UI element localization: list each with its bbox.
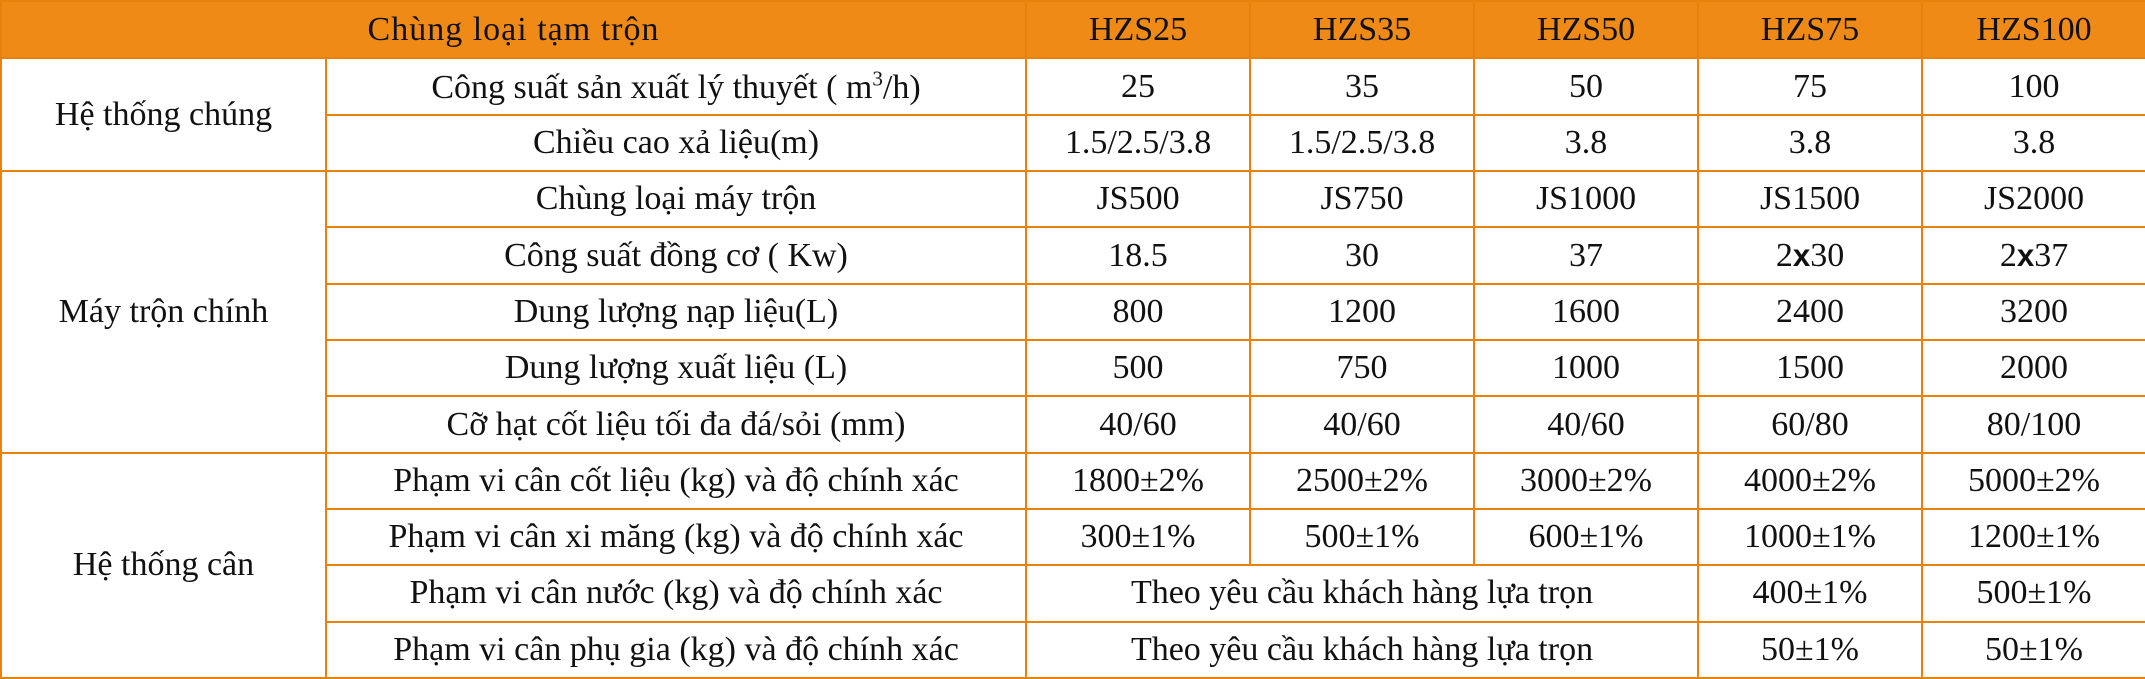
value-cell: 3.8 (1474, 115, 1698, 171)
value-cell: 35 (1250, 58, 1474, 114)
value-cell: 60/80 (1698, 396, 1922, 452)
value-cell: 2x37 (1922, 227, 2145, 283)
value-cell: 1800±2% (1026, 453, 1250, 509)
value-cell: 2000 (1922, 340, 2145, 396)
value-cell: 800 (1026, 284, 1250, 340)
value-cell: 50±1% (1698, 622, 1922, 678)
value-cell: 100 (1922, 58, 2145, 114)
value-cell: 1200 (1250, 284, 1474, 340)
value-cell: JS2000 (1922, 171, 2145, 227)
table-row (1, 58, 2145, 114)
value-cell: 600±1% (1474, 509, 1698, 565)
value-cell: 500±1% (1922, 565, 2145, 621)
header-model-hzs35: HZS35 (1250, 1, 1474, 58)
param-cong-suat-san-xuat (326, 58, 1026, 114)
value-cell: 30 (1250, 227, 1474, 283)
group-label-may-tron-chinh: Máy trộn chính (1, 171, 326, 453)
param-pham-vi-can-phu-gia: Phạm vi cân phụ gia (kg) và độ chính xác (326, 622, 1026, 678)
value-cell: 37 (1474, 227, 1698, 283)
value-cell: 1000±1% (1698, 509, 1922, 565)
value-cell: 1200±1% (1922, 509, 2145, 565)
value-cell: 4000±2% (1698, 453, 1922, 509)
value-cell: 18.5 (1026, 227, 1250, 283)
value-cell: 400±1% (1698, 565, 1922, 621)
param-pham-vi-can-xi-mang: Phạm vi cân xi măng (kg) và độ chính xác (326, 509, 1026, 565)
group-label-he-thong-chung: Hệ thống chúng (1, 58, 326, 171)
value-cell: 1500 (1698, 340, 1922, 396)
value-cell: JS1000 (1474, 171, 1698, 227)
header-model-hzs100: HZS100 (1922, 1, 2145, 58)
header-category-title: Chùng loại tạm trộn (1, 1, 1026, 58)
value-cell: JS1500 (1698, 171, 1922, 227)
value-cell: 80/100 (1922, 396, 2145, 452)
value-cell: 50 (1474, 58, 1698, 114)
value-cell: 300±1% (1026, 509, 1250, 565)
value-cell: 3200 (1922, 284, 2145, 340)
table-row (1, 171, 2145, 227)
value-cell: JS500 (1026, 171, 1250, 227)
param-cong-suat-dong-co: Công suất đồng cơ ( Kw) (326, 227, 1026, 283)
value-cell-merged: Theo yêu cầu khách hàng lựa trọn (1026, 622, 1698, 678)
value-cell: 1600 (1474, 284, 1698, 340)
header-model-hzs50: HZS50 (1474, 1, 1698, 58)
value-cell: 3.8 (1698, 115, 1922, 171)
value-cell: 1000 (1474, 340, 1698, 396)
param-co-hat-cot-lieu: Cỡ hạt cốt liệu tối đa đá/sỏi (mm) (326, 396, 1026, 452)
value-cell-merged: Theo yêu cầu khách hàng lựa trọn (1026, 565, 1698, 621)
value-cell: 2x30 (1698, 227, 1922, 283)
value-cell: 750 (1250, 340, 1474, 396)
value-cell: 40/60 (1026, 396, 1250, 452)
value-cell: 500 (1026, 340, 1250, 396)
group-label-he-thong-can: Hệ thống cân (1, 453, 326, 678)
param-text: Công suất sản xuất lý thuyết ( $m^3/h$) (431, 66, 921, 106)
value-cell: 50±1% (1922, 622, 2145, 678)
value-cell: 1.5/2.5/3.8 (1026, 115, 1250, 171)
param-chung-loai-may-tron: Chùng loại máy trộn (326, 171, 1026, 227)
param-pham-vi-can-cot-lieu: Phạm vi cân cốt liệu (kg) và độ chính xác (326, 453, 1026, 509)
value-cell: 500±1% (1250, 509, 1474, 565)
table-header-row (1, 1, 2145, 58)
table-row (1, 453, 2145, 509)
param-pham-vi-can-nuoc: Phạm vi cân nước (kg) và độ chính xác (326, 565, 1026, 621)
header-model-hzs75: HZS75 (1698, 1, 1922, 58)
value-cell: 5000±2% (1922, 453, 2145, 509)
value-cell: 3000±2% (1474, 453, 1698, 509)
header-model-hzs25: HZS25 (1026, 1, 1250, 58)
value-cell: 75 (1698, 58, 1922, 114)
value-cell: 2400 (1698, 284, 1922, 340)
value-cell: 1.5/2.5/3.8 (1250, 115, 1474, 171)
value-cell: JS750 (1250, 171, 1474, 227)
param-dung-luong-nap-lieu: Dung lượng nạp liệu(L) (326, 284, 1026, 340)
value-cell: 3.8 (1922, 115, 2145, 171)
value-cell: 25 (1026, 58, 1250, 114)
param-chieu-cao-xa-lieu: Chiều cao xả liệu(m) (326, 115, 1026, 171)
value-cell: 40/60 (1474, 396, 1698, 452)
value-cell: 40/60 (1250, 396, 1474, 452)
param-dung-luong-xuat-lieu: Dung lượng xuất liệu (L) (326, 340, 1026, 396)
value-cell: 2500±2% (1250, 453, 1474, 509)
